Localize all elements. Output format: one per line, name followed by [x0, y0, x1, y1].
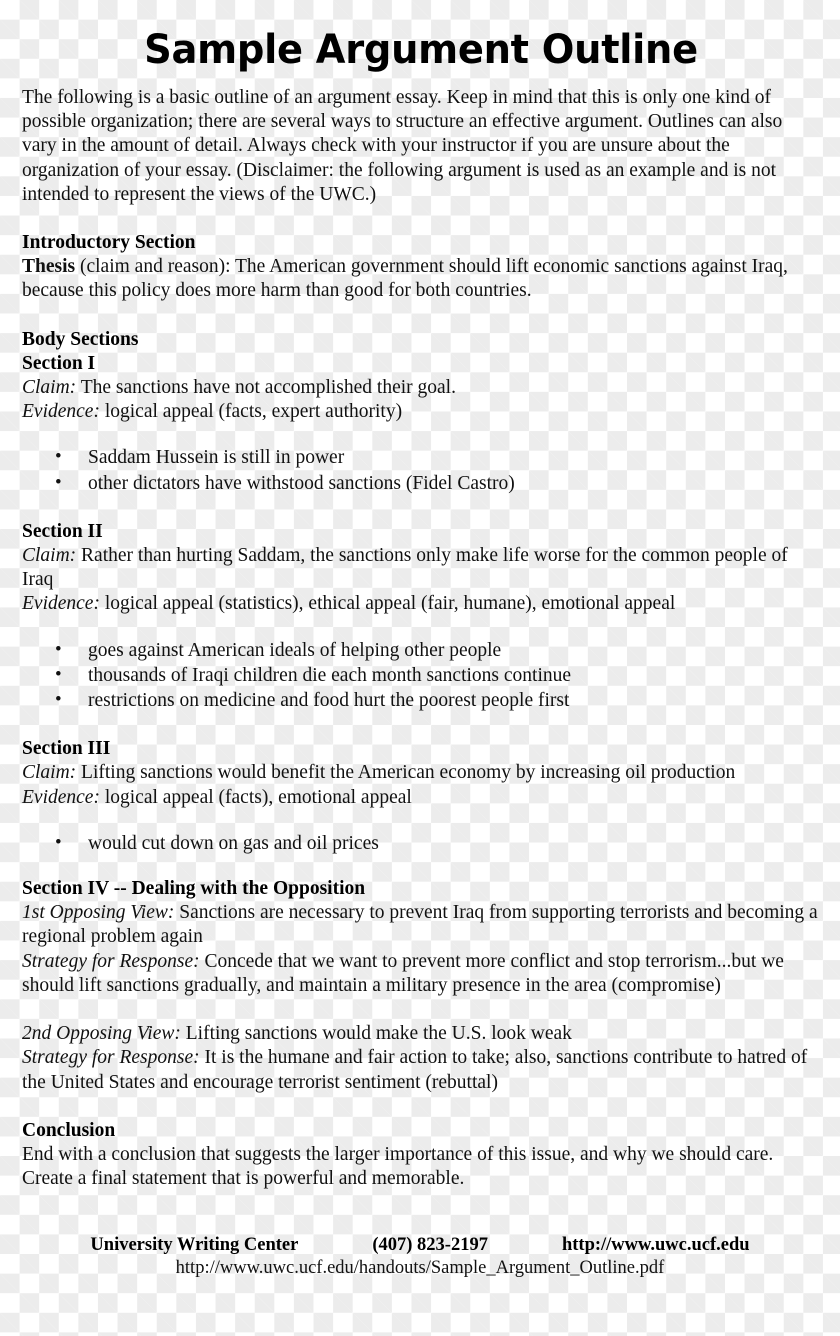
footer-handout-link[interactable]: http://www.uwc.ucf.edu/handouts/Sample_Argument_Outline.pdf — [175, 1258, 665, 1278]
strategy-text: Concede that we want to prevent more conflict and stop terrorism...but we should lift sanctions gradually, and maintain a military presence in the area (compromise) — [22, 950, 784, 996]
spacer — [22, 1095, 820, 1119]
spacer — [22, 617, 820, 638]
spacer — [22, 713, 820, 737]
section-iii-bullet-list — [22, 831, 820, 856]
list-item: • would cut down on gas and oil prices — [22, 831, 820, 856]
list-item: • other dictators have withstood sanctions (Fidel Castro) — [22, 471, 820, 496]
list-item: • thousands of Iraqi children die each month sanctions continue — [22, 663, 820, 688]
claim-text: The sanctions have not accomplished their goal. — [76, 377, 456, 399]
list-item: • restrictions on medicine and food hurt the poorest people first — [22, 688, 820, 713]
claim-label: Claim: — [22, 762, 77, 784]
section-i-claim — [22, 376, 820, 400]
thesis-label: Thesis — [22, 256, 76, 278]
heading-section-iv: Section IV -- Dealing with the Opposition — [22, 878, 366, 900]
claim-text: Lifting sanctions would benefit the American economy by increasing oil production — [76, 762, 736, 784]
section-i-bullet-list — [22, 445, 820, 495]
heading-section-ii: Section II — [22, 520, 103, 542]
section-ii-claim — [22, 544, 820, 592]
spacer — [22, 304, 820, 328]
spacer — [22, 998, 820, 1022]
opposing-view-label: 1st Opposing View: — [22, 902, 175, 924]
footer — [0, 1234, 840, 1280]
evidence-text: logical appeal (statistics), ethical appeal (fair, humane), emotional appeal — [99, 593, 676, 615]
footer-phone: (407) 823-2197 — [372, 1235, 488, 1255]
heading-body-sections: Body Sections — [22, 328, 139, 350]
heading-section-i: Section I — [22, 352, 96, 374]
claim-label: Claim: — [22, 545, 77, 567]
opposing-view-2 — [22, 1022, 820, 1046]
conclusion-text: End with a conclusion that suggests the larger importance of this issue, and why we should care. Create a final statement that is powerful and memorable. — [22, 1143, 774, 1190]
strategy-response-1 — [22, 950, 820, 998]
spacer — [22, 207, 820, 231]
list-item: • goes against American ideals of helping other people — [22, 638, 820, 663]
spacer — [22, 810, 820, 831]
section-ii-bullet-list — [22, 638, 820, 714]
section-iii-claim — [22, 761, 820, 785]
footer-organization: University Writing Center — [90, 1235, 299, 1255]
section-ii-evidence — [22, 592, 820, 616]
spacer — [22, 496, 820, 520]
evidence-text: logical appeal (facts, expert authority) — [99, 401, 403, 423]
heading-section-iii: Section III — [22, 738, 111, 760]
opposing-view-text: Lifting sanctions would make the U.S. look weak — [180, 1023, 572, 1045]
opposing-view-1 — [22, 901, 820, 949]
intro-paragraph: The following is a basic outline of an argument essay. Keep in mind that this is only one kind of possible organization; there are several ways to structure an effective argument. Outlines can also vary in the amount of detail. Always check with your instructor if you are unsure about the organization of your essay. (Disclaimer: the following argument is used as an example and is not intended to represent the views of the UWC.) — [22, 87, 783, 205]
evidence-label: Evidence: — [22, 401, 100, 423]
page-title: Sample Argument Outline — [144, 27, 698, 73]
strategy-response-2 — [22, 1046, 820, 1094]
opposing-view-label: 2nd Opposing View: — [22, 1023, 181, 1045]
strategy-text: It is the humane and fair action to take; also, sanctions contribute to hatred of the United States and encourage terrorist sentiment (rebuttal) — [22, 1047, 808, 1093]
footer-website-link[interactable]: http://www.uwc.ucf.edu — [561, 1235, 750, 1255]
heading-introductory-section: Introductory Section — [22, 232, 196, 254]
strategy-label: Strategy for Response: — [22, 950, 200, 972]
evidence-label: Evidence: — [22, 786, 100, 808]
evidence-text: logical appeal (facts), emotional appeal — [99, 786, 412, 808]
list-item: • Saddam Hussein is still in power — [22, 445, 820, 470]
section-i-evidence — [22, 400, 820, 424]
spacer — [22, 424, 820, 445]
section-iii-evidence — [22, 786, 820, 810]
strategy-label: Strategy for Response: — [22, 1047, 200, 1069]
footer-contact-line — [0, 1234, 840, 1257]
thesis-line — [22, 255, 820, 303]
evidence-label: Evidence: — [22, 593, 100, 615]
spacer — [22, 856, 820, 877]
opposing-view-text: Sanctions are necessary to prevent Iraq from supporting terrorists and becoming a regional problem again — [22, 902, 818, 948]
claim-label: Claim: — [22, 377, 77, 399]
thesis-text: (claim and reason): The American government should lift economic sanctions against Iraq, because this policy does more harm than good for both countries. — [22, 256, 788, 302]
heading-conclusion: Conclusion — [22, 1119, 116, 1141]
claim-text: Rather than hurting Saddam, the sanctions only make life worse for the common people of Iraq — [22, 545, 788, 591]
